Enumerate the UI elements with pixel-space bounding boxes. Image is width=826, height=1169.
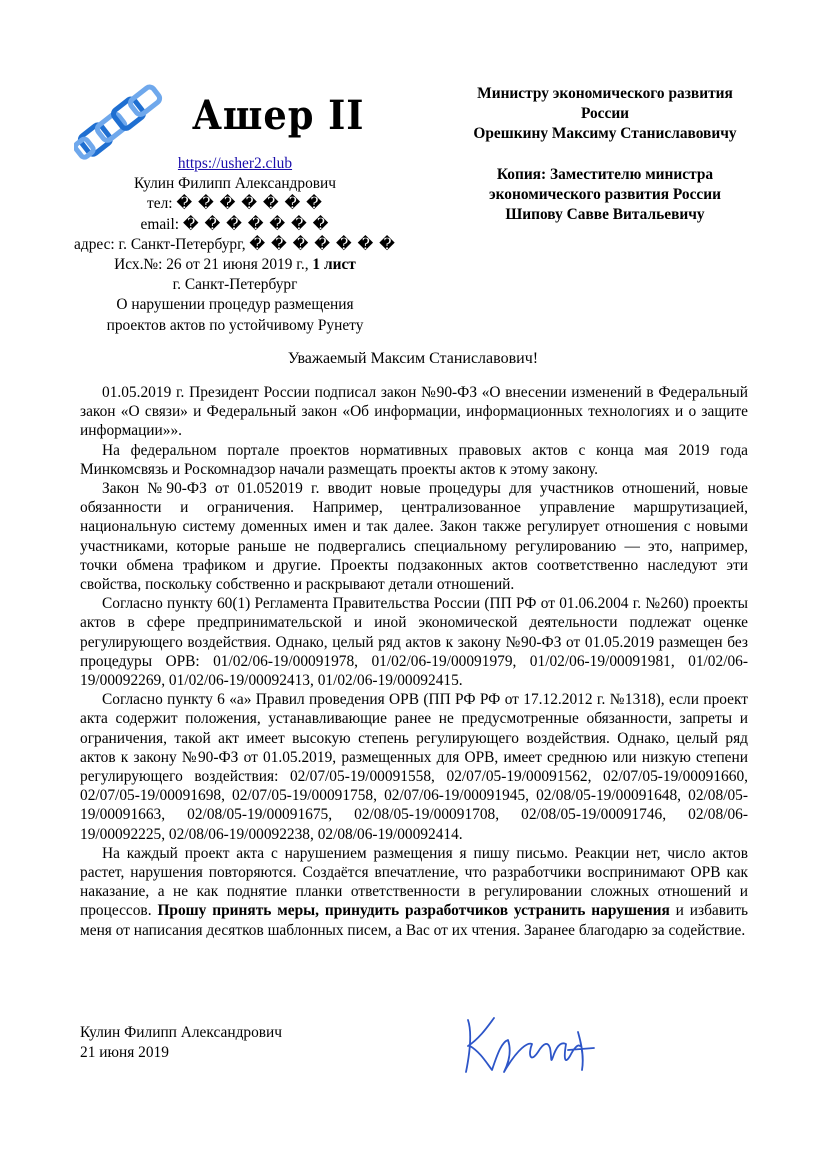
- phone-line: [70, 194, 400, 214]
- email-label: email:: [140, 215, 180, 233]
- paragraph-2: На федеральном портале проектов нормативных правовых актов с конца мая 2019 года Минкомсвязь и Роскомнадзор начали размещать проекты актов к этому закону.: [80, 441, 748, 478]
- addressee-line-2: России: [580, 105, 630, 123]
- paragraph-4: Согласно пункту 60(1) Регламента Правительства России (ПП РФ от 01.06.2004 г. №260) проекты актов в сфере предпринимательской и иной экономической деятельности подлежат оценке регулирующего воздействия. Однако, целый ряд актов к закону №90-ФЗ от 01.05.2019 размещен без процедуры ОРВ: 01/02/06-19/00091978, 01/02/06-19/00091979, 01/02/06-19/00091981, 01/02/06-19/00092269, 01/02/06-19/00092413, 01/02/06-19/00092415.: [80, 595, 748, 690]
- handwritten-signature: [458, 1012, 608, 1080]
- sender-block: [70, 154, 400, 336]
- address-value: � � � � � � �: [249, 235, 396, 253]
- paragraph-3: Закон №90-ФЗ от 01.052019 г. вводит новые процедуры для участников отношений, новые обязанности и ограничения. Например, централизованное управление маршрутизацией, национальную систему доменных имен и так далее. Закон также регулирует отношения с новыми участниками, которые раньше не подвергались специальному регулированию — это, например, точки обмена трафиком и другие. Проекты подзаконных актов соответственно наследуют эти свойства, поскольку собственно и раскрывают детали отношений.: [80, 480, 748, 594]
- paragraph-6: [80, 844, 748, 940]
- paragraph-6-start: На каждый проект акта с нарушением размещения я пишу письмо. Реакции нет, число актов растет, нарушения повторяются. Создаётся впечатление, что разработчики воспринимают ОРВ как наказание, а не как поднятие планки ответственности в регулировании сложных отношений и процессов.: [80, 844, 748, 920]
- chain-logo-icon: [74, 78, 170, 162]
- paragraph-1: 01.05.2019 г. Президент России подписал закон №90-ФЗ «О внесении изменений в Федеральный закон «О связи» и Федеральный закон «Об информации, информационных технологиях и о защите информации»».: [80, 384, 748, 440]
- salutation: Уважаемый Максим Станиславович!: [287, 350, 539, 367]
- reference-line: [70, 255, 400, 275]
- city-line: г. Санкт-Петербург: [172, 276, 298, 294]
- email-line: [70, 215, 400, 235]
- subject-line-1: О нарушении процедур размещения: [116, 296, 354, 314]
- copy-line-1: Копия: Заместителю министра: [496, 165, 714, 183]
- signatory-name: Кулин Филипп Александрович: [80, 1024, 283, 1041]
- copy-line-3: Шипову Савве Витальевичу: [505, 206, 705, 224]
- letter-body: [80, 383, 748, 940]
- site-link[interactable]: https://usher2.club: [177, 155, 293, 172]
- email-value: � � � � � � �: [182, 215, 330, 233]
- logo-title: Ашер II: [192, 92, 365, 139]
- addressee-line-1: Министру экономического развития: [477, 85, 733, 102]
- copy-line-2: экономического развития России: [488, 185, 721, 203]
- paragraph-6-request: Прошу принять меры, принудить разработчиков устранить нарушения: [157, 902, 670, 920]
- phone-label: тел:: [147, 195, 173, 213]
- subject-line-2: проектов актов по устойчивому Рунету: [106, 316, 364, 334]
- signature-date: 21 июня 2019: [80, 1044, 169, 1061]
- sender-name: Кулин Филипп Александрович: [133, 175, 337, 193]
- paragraph-6-end: и избавить меня от написания десятков шаблонных писем, а Вас от их чтения. Заранее благодарю за содействие.: [80, 902, 749, 939]
- phone-value: � � � � � � �: [176, 195, 323, 213]
- address-label: адрес: г. Санкт-Петербург,: [74, 235, 246, 253]
- reference-sheets: 1 лист: [312, 256, 356, 274]
- addressee-line-3: Орешкину Максиму Станиславовичу: [473, 125, 737, 143]
- reference-text: Исх.№: 26 от 21 июня 2019 г.,: [114, 256, 309, 274]
- paragraph-5: Согласно пункту 6 «а» Правил проведения ОРВ (ПП РФ РФ от 17.12.2012 г. №1318), если проект акта содержит положения, устанавливающие ранее не предусмотренные обязанности, запреты и ограничения, такой акт имеет высокую степень регулирующего воздействия. Однако, целый ряд актов к закону №90-ФЗ от 01.05.2019, размещенных для ОРВ, имеет среднюю или низкую степени регулирующего воздействия: 02/07/05-19/00091558, 02/07/05-19/00091562, 02/07/05-19/00091660, 02/07/05-19/00091698, 02/07/05-19/00091758, 02/07/06-19/00091945, 02/08/05-19/00091648, 02/08/05-19/00091663, 02/08/05-19/00091675, 02/08/05-19/00091708, 02/08/05-19/00091746, 02/08/06-19/00092225, 02/08/06-19/00092238, 02/08/06-19/00092414.: [80, 691, 748, 843]
- addressee-block: [440, 84, 770, 225]
- address-line: [70, 235, 400, 255]
